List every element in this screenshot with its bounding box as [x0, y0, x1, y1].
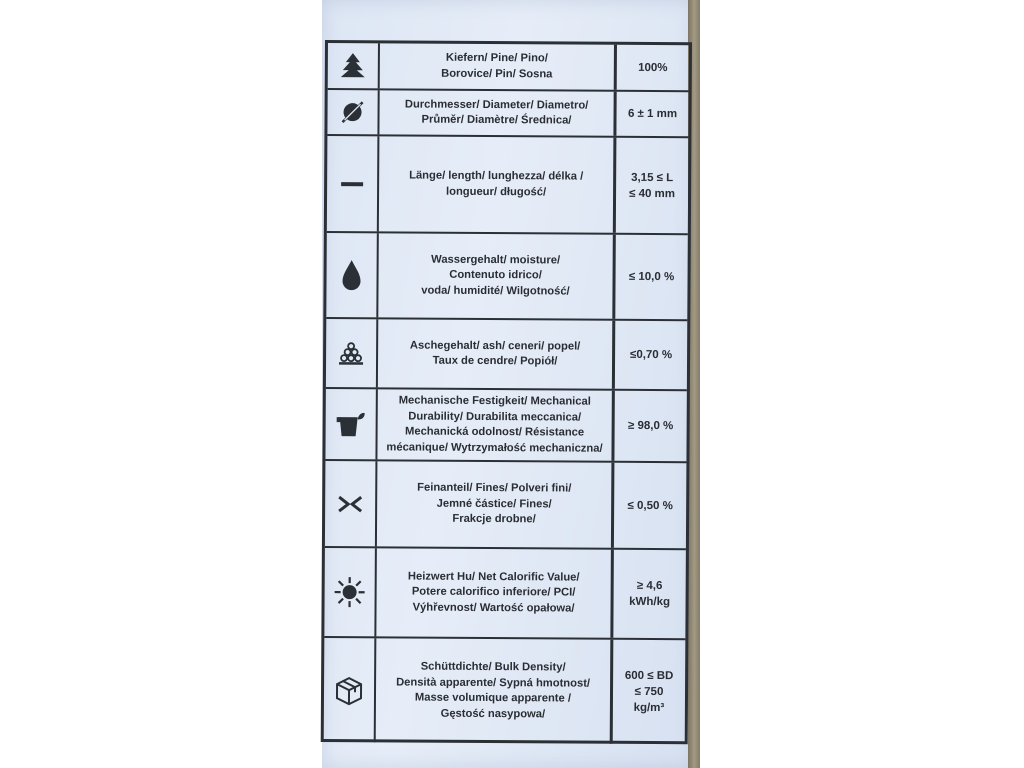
table-row — [327, 90, 688, 138]
row-value: ≤ 0,50 % — [627, 499, 673, 512]
background-right — [700, 0, 1024, 768]
row-label: Kiefern/ Pine/ Pino/ Borovice/ Pin/ Sosna — [380, 43, 617, 89]
row-value: 3,15 ≤ L ≤ 40 mm — [629, 171, 676, 200]
table-row — [324, 638, 686, 744]
durability-icon — [325, 389, 377, 459]
length-icon — [327, 136, 380, 231]
row-label: Durchmesser/ Diameter/ Diametro/ Průměr/ Diamètre/ Średnica/ — [379, 90, 616, 135]
row-value: 6 ± 1 mm — [627, 107, 678, 121]
row-value: ≥ 98,0 % — [627, 419, 674, 433]
box-icon — [324, 638, 377, 742]
row-value: ≤ 10,0 % — [628, 270, 675, 284]
pine-tree-icon — [328, 43, 380, 88]
ash-pile-icon — [326, 319, 378, 387]
water-drop-icon — [326, 233, 379, 317]
table-row — [328, 43, 689, 92]
sun-heat-icon — [324, 548, 377, 636]
table-row — [327, 136, 689, 235]
row-label: Wassergehalt/ moisture/ Contenuto idrico/ voda/ humidité/ Wilgotność/ — [378, 233, 616, 318]
table-row — [326, 233, 688, 321]
row-value: 600 ≤ BD ≤ 750 kg/m³ — [624, 669, 674, 715]
row-label: Feinanteil/ Fines/ Polveri fini/ Jemné částice/ Fines/ Frakcje drobne/ — [377, 461, 615, 547]
row-label: Heizwert Hu/ Net Calorific Value/ Potere calorifico inferiore/ PCI/ Výhřevnost/ Wartość opałowa/ — [376, 548, 614, 637]
background-left — [0, 0, 322, 768]
row-value: ≥ 4,6 kWh/kg — [629, 579, 671, 609]
table-row — [324, 548, 686, 640]
row-value: 100% — [638, 61, 668, 74]
row-label: Länge/ length/ lunghezza/ délka / longueur/ długość/ — [379, 136, 617, 232]
diameter-icon — [327, 90, 379, 134]
fines-icon — [325, 461, 378, 546]
row-label: Schüttdichte/ Bulk Density/ Densità apparente/ Sypná hmotnost/ Masse volumique apparente / Gęstość nasypowa/ — [376, 638, 614, 743]
table-row — [326, 319, 687, 391]
row-label: Aschegehalt/ ash/ ceneri/ popel/ Taux de cendre/ Popiół/ — [378, 319, 615, 388]
specification-table — [321, 40, 692, 744]
row-label: Mechanische Festigkeit/ Mechanical Durability/ Durabilita meccanica/ Mechanická odolnost/ Résistance mécanique/ Wytrzymałość mechaniczna/ — [377, 389, 614, 460]
row-value: ≤0,70 % — [629, 348, 673, 362]
table-row — [325, 389, 686, 463]
table-row — [325, 461, 687, 550]
